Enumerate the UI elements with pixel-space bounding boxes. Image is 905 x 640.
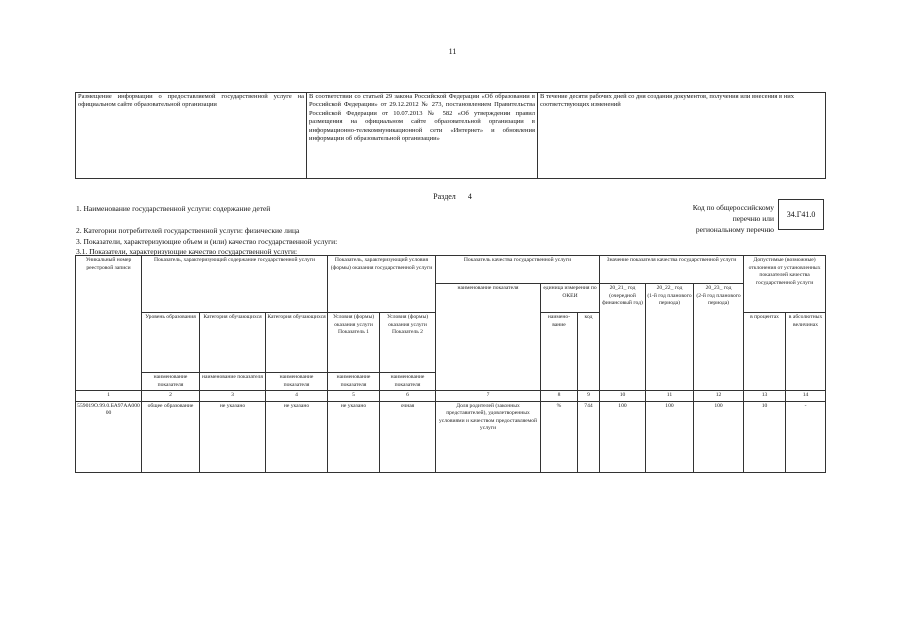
header-quality: Показатель качества государственной услуги bbox=[436, 256, 600, 284]
header-year-1: 20_21_ год (очередной финансовый год) bbox=[600, 284, 646, 391]
service-name-line: 1. Наименование государственной услуги: содержание детей bbox=[76, 204, 271, 213]
header-indicator-name: наименование показателя bbox=[436, 284, 541, 391]
column-number: 10 bbox=[600, 391, 646, 402]
header-category-1: Категория обучающихся bbox=[200, 313, 266, 373]
row-unit: % bbox=[541, 401, 578, 472]
row-value-2: 100 bbox=[646, 401, 694, 472]
header-category-2: Категория обучающихся bbox=[266, 313, 328, 373]
column-number: 5 bbox=[328, 391, 380, 402]
column-numbers-row bbox=[76, 391, 826, 402]
row-deviation-percent: 10 bbox=[744, 401, 786, 472]
row-deviation-absolute: - bbox=[786, 401, 826, 472]
row-level: общее образование bbox=[142, 401, 200, 472]
row-condition-1: не указано bbox=[328, 401, 380, 472]
header-conditions: Показатель, характеризующий условия (формы) оказания государственной услуги bbox=[328, 256, 436, 313]
header-unit: единица измерения по ОКЕИ bbox=[541, 284, 600, 313]
section-heading bbox=[0, 192, 905, 201]
column-number: 7 bbox=[436, 391, 541, 402]
header-year-2: 20_22_ год (1-й год планового периода) bbox=[646, 284, 694, 391]
page-number: 11 bbox=[448, 47, 457, 56]
header-deviation: Допустимые (возможные) отклонения от установленных показателей качества государственной услуги bbox=[744, 256, 826, 313]
publication-method-cell: Размещение информации о предоставляемой государственной услуге на официальном сайте образовательной организации bbox=[76, 93, 307, 179]
column-number: 3 bbox=[200, 391, 266, 402]
column-number: 13 bbox=[744, 391, 786, 402]
column-number: 11 bbox=[646, 391, 694, 402]
header-unit-code: код bbox=[578, 313, 600, 391]
row-condition-2: очная bbox=[380, 401, 436, 472]
name-label-5: наименование показателя bbox=[328, 373, 380, 391]
column-number: 12 bbox=[694, 391, 744, 402]
header-absolute: в абсолютных величинах bbox=[786, 313, 826, 391]
name-label-3: наименование показателя bbox=[200, 373, 266, 391]
row-value-3: 100 bbox=[694, 401, 744, 472]
row-indicator: Доля родителей (законных представителей), удовлетворенных условиями и качеством предоставляемой услуги bbox=[436, 401, 541, 472]
row-unit-code: 744 bbox=[578, 401, 600, 472]
publication-basis-cell: В соответствии со статьей 29 закона Российской Федерации «Об образовании в Российской Федерации» от 29.12.2012 № 273, постановлением Правительства Российской Федерации от 10.07.2013 № 582 «Об утверждении правил размещения на официальном сайте образовательной организации в информационно-телекоммуникационной сети «Интернет» и обновления информации об образовательной организации» bbox=[307, 93, 538, 179]
column-number: 6 bbox=[380, 391, 436, 402]
row-unique-number: 559019О.99.0.БА97АА00000 bbox=[76, 401, 142, 472]
header-year-3: 20_23_ год (2-й год планового периода) bbox=[694, 284, 744, 391]
section-label: Раздел bbox=[433, 192, 456, 201]
row-category-2: не указано bbox=[266, 401, 328, 472]
indicators-line: 3. Показатели, характеризующие объем и (или) качество государственной услуги: bbox=[76, 237, 338, 246]
column-number: 2 bbox=[142, 391, 200, 402]
header-values: Значение показателя качества государственной услуги bbox=[600, 256, 744, 284]
publication-info-table bbox=[75, 92, 826, 179]
quality-indicators-line: 3.1. Показатели, характеризующие качество государственной услуги: bbox=[76, 247, 298, 256]
name-label-4: наименование показателя bbox=[266, 373, 328, 391]
consumer-category-line: 2. Категории потребителей государственной услуги: физические лица bbox=[76, 226, 300, 235]
header-condition-1: Условия (формы) оказания услуги Показатель 1 bbox=[328, 313, 380, 373]
name-label-2: наименование показателя bbox=[142, 373, 200, 391]
column-number: 9 bbox=[578, 391, 600, 402]
column-number: 8 bbox=[541, 391, 578, 402]
name-label-6: наименование показателя bbox=[380, 373, 436, 391]
header-condition-2: Условия (формы) оказания услуги Показатель 2 bbox=[380, 313, 436, 373]
header-content: Показатель, характеризующий содержание государственной услуги bbox=[142, 256, 328, 313]
registry-code-box: 34.Г41.0 bbox=[778, 199, 824, 230]
row-value-1: 100 bbox=[600, 401, 646, 472]
header-level: Уровень образования bbox=[142, 313, 200, 373]
quality-indicators-table bbox=[75, 255, 826, 473]
header-percent: в процентах bbox=[744, 313, 786, 391]
column-number: 14 bbox=[786, 391, 826, 402]
section-number: 4 bbox=[467, 192, 472, 201]
table-row bbox=[76, 401, 826, 472]
column-number: 4 bbox=[266, 391, 328, 402]
header-unit-name: наимено-вание bbox=[541, 313, 578, 391]
column-number: 1 bbox=[76, 391, 142, 402]
header-unique-number: Уникальный номер реестровой записи bbox=[76, 256, 142, 391]
registry-code-label: Код по общероссийскому перечню или региональному перечню bbox=[692, 203, 774, 234]
row-category-1: не указано bbox=[200, 401, 266, 472]
publication-frequency-cell: В течение десяти рабочих дней со дня создания документов, получения или внесения в них соответствующих изменений bbox=[538, 93, 826, 179]
